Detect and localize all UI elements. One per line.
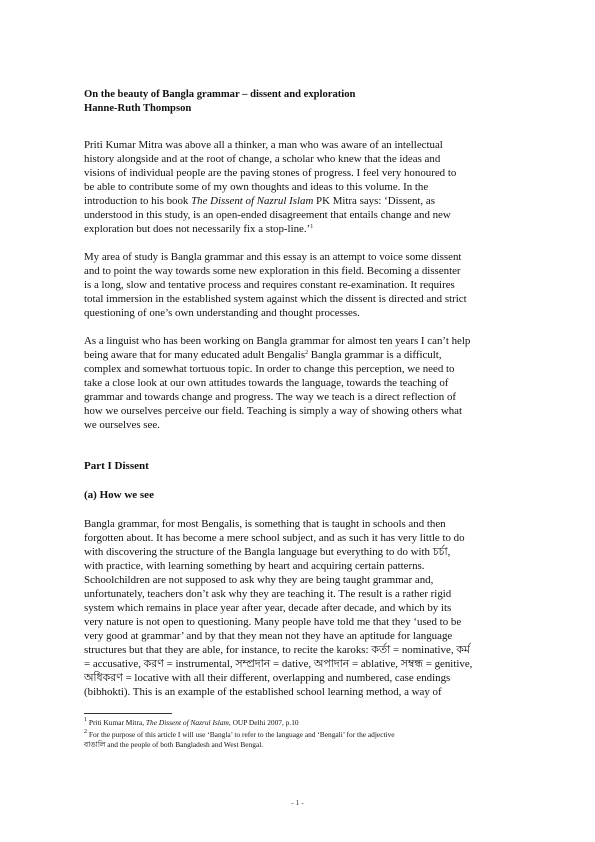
text-run: OUP Delhi 2007, p.10 <box>230 718 299 727</box>
footnote-divider <box>84 713 172 714</box>
text-line: structures but that they are able, for instance, to recite the karoks: কর্তা = nominative, কর্ম <box>84 644 470 656</box>
text-line: with discovering the structure of the Bangla language but everything to do with চর্চা, <box>84 546 451 558</box>
book-title: The Dissent of Nazrul Islam <box>191 195 314 207</box>
footnote-line <box>84 718 514 728</box>
subsection-heading-how-we-see: (a) How we see <box>84 489 154 501</box>
text-line: forgotten about. It has become a mere school subject, and as such it has very little to do <box>84 532 465 544</box>
text-line: unfortunately, teachers don’t ask why they are teaching it. The result is a rather rigid <box>84 588 452 600</box>
text-line: Schoolchildren are not supposed to ask why they are being taught grammar and, <box>84 574 434 586</box>
text-line: history alongside and at the root of change, a scholar who knew that the ideas and <box>84 153 441 165</box>
text-run: exploration but does not necessarily fix a stop-line.’ <box>84 223 311 235</box>
title-block <box>84 88 514 116</box>
text-line: be able to contribute some of my own thoughts and ideas to this volume. In the <box>84 181 429 193</box>
text-line: total immersion in the established system against which the dissent is directed and strict <box>84 293 467 305</box>
section-heading-part-1: Part I Dissent <box>84 460 149 472</box>
text-line: very nature is not open to questioning. Many people have told me that they ‘used to be <box>84 616 462 628</box>
text-line: visions of individual people are the paving stones of progress. I feel very honoured to <box>84 167 457 179</box>
text-line <box>84 222 514 236</box>
text-line <box>84 194 514 208</box>
article-title: On the beauty of Bangla grammar – dissent and exploration <box>84 89 356 100</box>
footnote-line <box>84 730 514 740</box>
footnote-number: 2 <box>84 729 87 735</box>
footnote-2 <box>84 730 514 750</box>
text-line: My area of study is Bangla grammar and this essay is an attempt to voice some dissent <box>84 251 462 263</box>
text-run: Bangla grammar is a difficult, <box>308 349 442 361</box>
text-run: PK Mitra says: ‘Dissent, as <box>313 195 435 207</box>
text-run: being aware that for many educated adult Bengalis <box>84 349 306 361</box>
footnote-number: 1 <box>84 717 87 723</box>
paragraph-1 <box>84 138 514 236</box>
text-line: = accusative, করণ = instrumental, সম্প্রদান = dative, অপাদান = ablative, সম্বন্ধ = genitive, <box>84 658 473 670</box>
text-line: understood in this study, is an open-ended disagreement that entails change and new <box>84 209 451 221</box>
footnote-ref-2[interactable]: 2 <box>305 350 309 356</box>
author-name: Hanne-Ruth Thompson <box>84 103 192 114</box>
text-line: complex and somewhat tortuous topic. In order to change this perception, we need to <box>84 363 455 375</box>
book-title: The Dissent of Nazrul Islam, <box>145 718 231 727</box>
text-line: questioning of one’s own understanding and thought processes. <box>84 307 360 319</box>
paragraph-3 <box>84 334 514 432</box>
text-run: For the purpose of this article I will use ‘Bangla’ to refer to the language and ‘Bengali’ for the adjective <box>87 730 395 739</box>
text-run: introduction to his book <box>84 195 192 207</box>
footnote-line: বাঙালি and the people of both Bangladesh and West Bengal. <box>84 740 264 749</box>
text-run: Priti Kumar Mitra, <box>87 718 146 727</box>
text-line: how we ourselves perceive our field. Teaching is simply a way of showing others what <box>84 405 462 417</box>
text-line: Bangla grammar, for most Bengalis, is something that is taught in schools and then <box>84 518 446 530</box>
text-line: and to point the way towards some new exploration in this field. Becoming a dissenter <box>84 265 461 277</box>
footnote-ref-1[interactable]: 1 <box>310 224 314 230</box>
footnote-1 <box>84 718 514 728</box>
page-number: - 1 - <box>291 798 304 807</box>
paragraph-4 <box>84 517 514 699</box>
text-line: (bibhokti). This is an example of the established school learning method, a way of <box>84 686 442 698</box>
text-line: with practice, with learning something by heart and acquiring certain patterns. <box>84 560 425 572</box>
text-line: very good at grammar’ and by that they mean not they have an aptitude for language <box>84 630 453 642</box>
text-line <box>84 348 514 362</box>
text-line: system which remains in place year after year, decade after decade, and which by its <box>84 602 452 614</box>
text-line: grammar and towards change and progress. The way we teach is a direct reflection of <box>84 391 457 403</box>
text-line: As a linguist who has been working on Bangla grammar for almost ten years I can’t help <box>84 335 471 347</box>
text-line: we ourselves see. <box>84 419 160 431</box>
text-line: Priti Kumar Mitra was above all a thinker, a man who was aware of an intellectual <box>84 139 443 151</box>
text-line: is a long, slow and tentative process and requires constant re-examination. It requires <box>84 279 455 291</box>
text-line: অধিকরণ = locative with all their different, overlapping and numbered, case endings <box>84 672 451 684</box>
paragraph-2 <box>84 250 514 320</box>
text-line: take a close look at our own attitudes towards the language, towards the teaching of <box>84 377 449 389</box>
